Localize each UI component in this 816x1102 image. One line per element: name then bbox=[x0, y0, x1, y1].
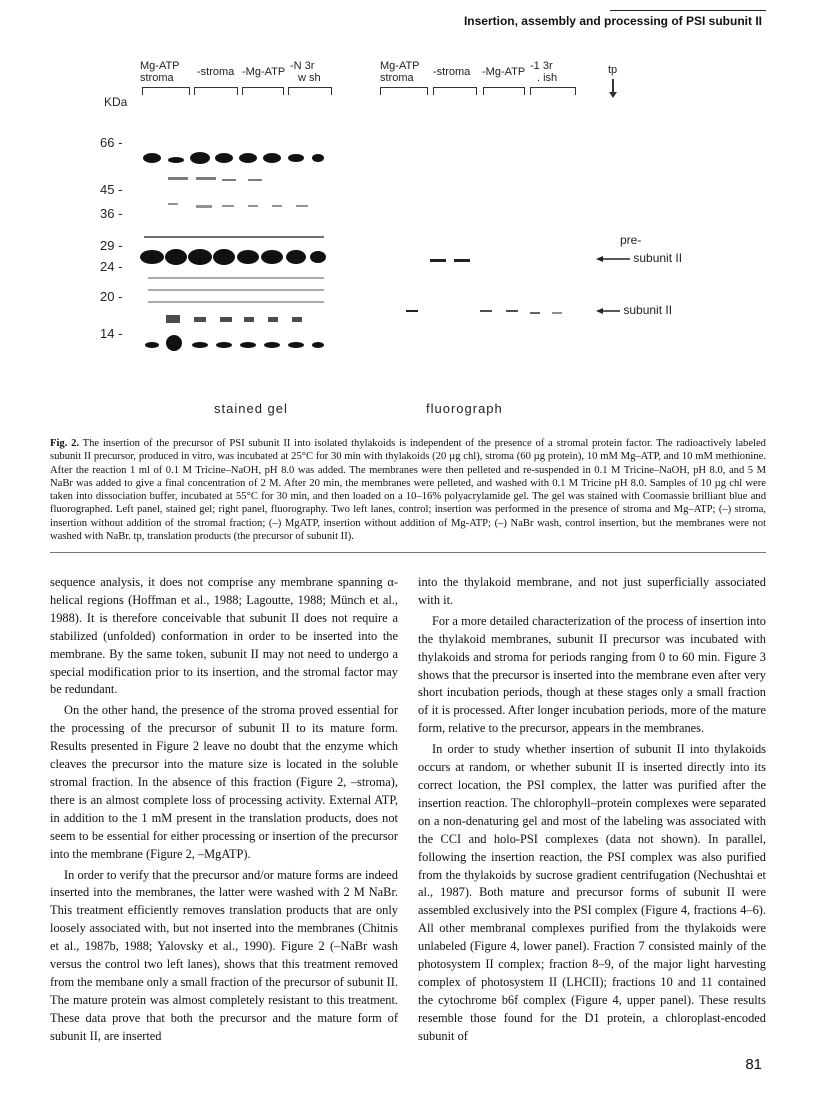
fluorograph-image bbox=[378, 245, 578, 335]
paragraph: On the other hand, the presence of the stroma proved essential for the processing of the precursor of subunit II to its mature form. Results presented in Figure 2 leave no doubt that the enzyme which cleaves the precursor into the mature size is located in the soluble stromal fraction. In the absence of this fraction (Figure 2, –stroma), there is an almost complete loss of processing activity. External ATP, in addition to the 1 mM present in the translation products, does not seem to be essential for either processing or insertion of the precursor into the membrane (Figure 2, –MgATP). bbox=[50, 703, 398, 861]
right-lane-label-stroma: stroma bbox=[380, 72, 414, 84]
right-lane-label-minus-stroma: -stroma bbox=[433, 66, 471, 78]
right-lane-label-tp: tp bbox=[608, 64, 618, 76]
right-bracket-nabr bbox=[530, 87, 576, 95]
right-lane-label-minus-mgatp: -Mg-ATP bbox=[482, 66, 526, 78]
left-lane-label-mgatp: Mg-ATP bbox=[140, 60, 180, 72]
panel-caption-fluorograph: fluorograph bbox=[426, 401, 503, 416]
marker-29: 29 - bbox=[100, 238, 123, 253]
arrow-left-icon bbox=[596, 306, 620, 316]
header-rule bbox=[610, 10, 766, 11]
figure-caption-text: The insertion of the precursor of PSI subunit II into isolated thylakoids is independent of the presence of a stromal protein factor. The radioactively labeled subunit II precursor, produced in vitro, was incubated at 25°C for 30 min with thylakoids (20 µg chl), stroma (60 µg protein), 10 mM Mg–ATP, and 10 mM methionine. After the reaction 1 ml of 0.1 M Tricine–NaOH, pH 8.0 was added. The membranes were then pelleted and re-suspended in 0.1 M Tricine–NaOH, pH 8.0, and 5 M NaBr was added to give a final concentration of 2 M. After 20 min, the membranes were pelleted, and washed with 0.1 M Tricine pH 8.0. Samples of 10 µg chl were taken into dissociation buffer, incubated at 55°C for 30 min, and then loaded on a 10–16% polyacrylamide gel. The gel was stained with Coomassie brilliant blue and fluorographed. Left panel, stained gel; right panel, fluorography. Two left lanes, control; insertion was performed in the presence of stroma and Mg–ATP; (–) stroma, insertion without addition of the stromal fraction; (–) MgATP, insertion without addition of Mg-ATP; (–) NaBr wash, control insertion, but the membranes were not washed with NaBr. tp, translation products (the precursor of subunit II). bbox=[50, 438, 766, 543]
figure-caption-label: Fig. 2. bbox=[50, 438, 80, 449]
running-title: Insertion, assembly and processing of PSI subunit II bbox=[463, 14, 762, 28]
band-label-precursor: subunit II bbox=[633, 251, 683, 265]
tp-arrow-icon bbox=[612, 79, 614, 93]
band-label-mature-group bbox=[596, 303, 672, 317]
right-bracket-control bbox=[380, 87, 428, 95]
marker-14: 14 - bbox=[100, 326, 123, 341]
kda-label: KDa bbox=[104, 95, 128, 109]
paragraph: In order to verify that the precursor and/or mature forms are indeed inserted into the membranes, the latter were washed with 2 M NaBr. This treatment efficiently removes translation products that are only loosely associated with, but not inserted into the membranes (Chitnis et al., 1987b, 1988; Yalovsky et al., 1990). Figure 2 (–NaBr wash versus the control two left lanes), shows that this treatment removed from the membane only a small fraction of the precursor of subunit II. The mature protein was almost completely resistant to this treatment. These data prove that both the precursor and the mature form of subunit II, are inserted bbox=[50, 867, 398, 1043]
marker-20: 20 - bbox=[100, 289, 123, 304]
panel-caption-stained-gel: stained gel bbox=[214, 401, 288, 416]
paragraph: sequence analysis, it does not comprise any membrane spanning α-helical regions (Hoffman et al., 1988; Lagoutte, 1988; Münch et al., 1988). It is therefore conceivable that subunit II does not require a stabilized (unfolded) conformation in order to be inserted into the membrane. By the same token, subunit II may not need to undergo a special modification prior to its insertion, and the stromal factor may be redundant. bbox=[50, 575, 398, 697]
figure-caption bbox=[50, 437, 766, 553]
arrow-left-icon bbox=[596, 254, 630, 264]
left-bracket-nabr bbox=[288, 87, 332, 95]
marker-66: 66 - bbox=[100, 135, 123, 150]
marker-24: 24 - bbox=[100, 259, 123, 274]
body-column-left bbox=[50, 574, 398, 1049]
running-header bbox=[0, 0, 816, 40]
right-lane-label-mgatp: Mg-ATP bbox=[380, 60, 420, 72]
left-bracket-stroma bbox=[194, 87, 238, 95]
band-label-pre: pre- bbox=[620, 233, 642, 247]
marker-36: 36 - bbox=[100, 206, 123, 221]
band-label-pre-arrow bbox=[596, 251, 682, 265]
left-lane-label-stroma: stroma bbox=[140, 72, 174, 84]
paragraph: into the thylakoid membrane, and not just superficially associated with it. bbox=[418, 575, 766, 607]
marker-45: 45 - bbox=[100, 182, 123, 197]
paragraph: In order to study whether insertion of subunit II into thylakoids occurs at random, or whether subunit II is inserted directly into its correct location, the PSI complex, the latter was purified after the insertion reaction. The chlorophyll–protein complexes were separated on a non-denaturing gel and most of the labeling was associated with the CCI and holo-PSI complexes (data not shown). In parallel, following the insertion reaction, the PSI complex was also purified from the thylakoids by sucrose gradient centrifugation (Nechushtai et al., 1987). Both mature and precursor forms of subunit II were assembled exclusively into the PSI complex (Figure 4, fractions 4–6). All other membranal complexes purified from the thylakoids were unlabeled (Figure 4, lower panel). Fraction 7 consisted mainly of the photosystem II complex; fraction 8–9, of the major light harvesting complex of photosystem II (LHCII); fractions 10 and 11 contained the cytochrome b6f complex (Figure 4, upper panel). These results resemble those found for the D1 protein, a chloroplast-encoded subunit of bbox=[418, 742, 766, 1043]
band-label-mature: subunit II bbox=[623, 303, 673, 317]
right-lane-label-nabr-1: -1 3r bbox=[530, 60, 553, 72]
left-lane-label-nabr-2: w sh bbox=[298, 72, 321, 84]
left-lane-label-minus-mgatp: -Mg-ATP bbox=[242, 66, 286, 78]
left-lane-label-nabr-1: -N 3r bbox=[290, 60, 315, 72]
paragraph: For a more detailed characterization of the process of insertion into the thylakoid membranes, subunit II precursor was incubated with thylakoids and stroma for periods ranging from 0 to 60 min. Figure 3 shows that the precursor is inserted into the membrane even after very short incubation periods, though at these stages only a small fraction of it is processed. After longer incubation periods, more of the mature form, relative to the precursor, appears in the membranes. bbox=[418, 613, 766, 736]
figure-2 bbox=[90, 55, 690, 425]
right-bracket-mgatp bbox=[483, 87, 525, 95]
stained-gel-image bbox=[138, 141, 338, 361]
right-lane-label-nabr-2: . ish bbox=[537, 72, 558, 84]
left-bracket-control bbox=[142, 87, 190, 95]
caption-rule bbox=[50, 552, 766, 553]
page-number: 81 bbox=[745, 1056, 762, 1073]
right-bracket-stroma bbox=[433, 87, 477, 95]
left-bracket-mgatp bbox=[242, 87, 284, 95]
body-column-right bbox=[418, 574, 766, 1049]
left-lane-label-minus-stroma: -stroma bbox=[197, 66, 235, 78]
